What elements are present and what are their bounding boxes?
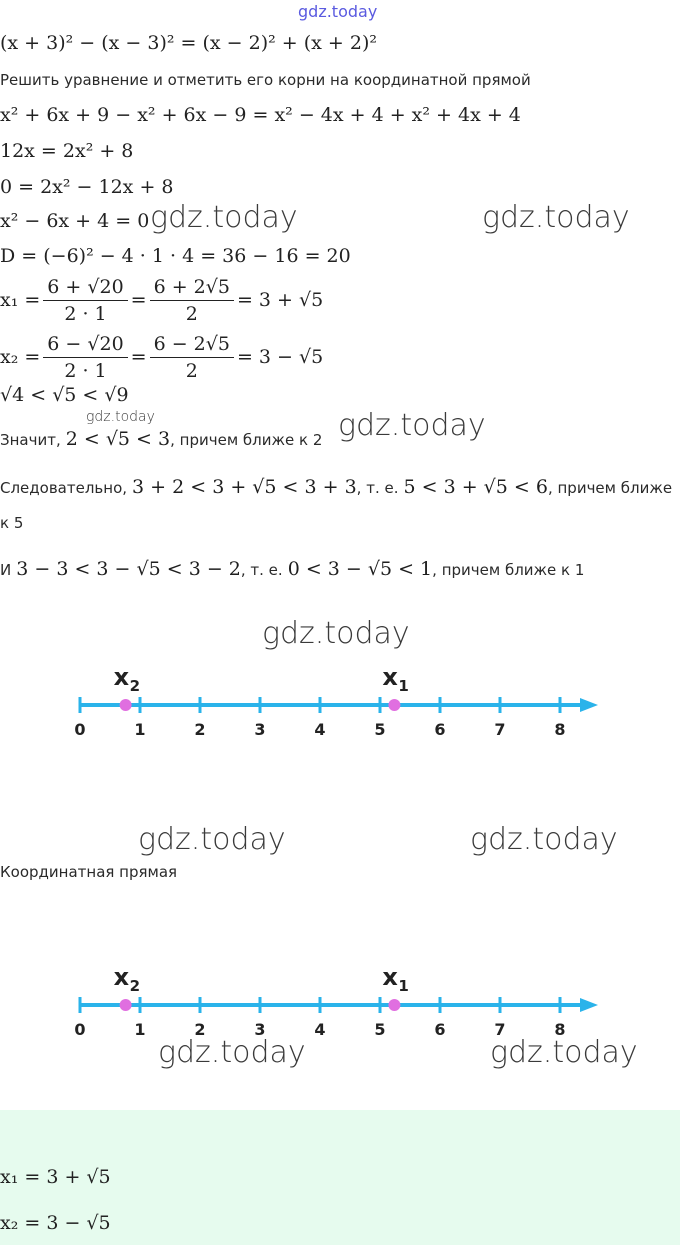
- tick-label: 0: [74, 720, 86, 739]
- tick-label: 7: [494, 720, 506, 739]
- tick-label: 5: [374, 720, 386, 739]
- watermark-top: gdz.today: [298, 2, 378, 21]
- answer-box: [0, 1110, 680, 1245]
- tick-label: 6: [434, 1020, 446, 1039]
- point-x1-subscript: 1: [398, 977, 409, 995]
- point-x2-subscript: 2: [129, 977, 141, 995]
- point-x2-dot: [120, 999, 132, 1011]
- point-x1-dot: [388, 999, 400, 1011]
- conclusion-math: 0 < 3 − √5 < 1: [287, 558, 433, 580]
- step-3: 0 = 2x² − 12x + 8: [0, 176, 174, 198]
- tick-label: 3: [254, 1020, 266, 1039]
- conclusion-word: Значит,: [0, 431, 61, 449]
- tick-label: 4: [314, 1020, 326, 1039]
- tick-label: 5: [374, 1020, 386, 1039]
- step-2: 12x = 2x² + 8: [0, 140, 134, 162]
- root-x2-fraction-2: [150, 333, 234, 382]
- watermark: gdz.today: [158, 1035, 306, 1070]
- watermark: gdz.today: [138, 822, 286, 857]
- fraction-denominator: 2: [185, 359, 198, 382]
- point-x1-label: x: [382, 663, 398, 691]
- fraction-numerator: 6 + √20: [43, 276, 127, 301]
- sqrt-inequality: √4 < √5 < √9: [0, 384, 129, 406]
- equals-sign: =: [130, 289, 147, 311]
- tick-label: 3: [254, 720, 266, 739]
- tick-label: 2: [194, 720, 206, 739]
- watermark: gdz.today: [338, 408, 486, 443]
- conclusion-word: И: [0, 561, 12, 579]
- root-x1-result: = 3 + √5: [236, 289, 324, 311]
- conclusion-math: 3 + 2 < 3 + √5 < 3 + 3: [132, 476, 357, 498]
- axis-arrow: [580, 698, 598, 712]
- root-x1-label: x₁ =: [0, 289, 41, 311]
- caption: Координатная прямая: [0, 863, 178, 881]
- point-x2-subscript: 2: [129, 677, 141, 695]
- conclusion-connector: , т. е.: [356, 479, 399, 497]
- point-x1-label: x: [382, 963, 398, 991]
- fraction-denominator: 2: [185, 302, 198, 325]
- root-x2-line: [0, 331, 323, 383]
- tick-label: 8: [554, 720, 566, 739]
- root-x2-fraction-1: [43, 333, 127, 382]
- number-line-2: [0, 955, 680, 1045]
- conclusion-line-3: [0, 558, 584, 580]
- fraction-numerator: 6 − 2√5: [150, 333, 234, 358]
- conclusion-tail-wrap: к 5: [0, 514, 24, 532]
- point-x1-subscript: 1: [398, 677, 409, 695]
- tick-label: 0: [74, 1020, 86, 1039]
- step-4: x² − 6x + 4 = 0: [0, 210, 150, 232]
- watermark: gdz.today: [86, 409, 155, 425]
- watermark: gdz.today: [470, 822, 618, 857]
- tick-label: 2: [194, 1020, 206, 1039]
- conclusion-tail: , причем ближе к 2: [170, 431, 323, 449]
- fraction-denominator: 2 · 1: [64, 359, 107, 382]
- watermark: gdz.today: [150, 200, 298, 235]
- fraction-denominator: 2 · 1: [64, 302, 107, 325]
- equals-sign: =: [130, 346, 147, 368]
- root-x1-line: [0, 274, 323, 326]
- task-text: Решить уравнение и отметить его корни на координатной прямой: [0, 71, 531, 89]
- tick-label: 6: [434, 720, 446, 739]
- watermark: gdz.today: [482, 200, 630, 235]
- tick-label: 7: [494, 1020, 506, 1039]
- answer-x2: x₂ = 3 − √5: [0, 1212, 111, 1234]
- tick-label: 8: [554, 1020, 566, 1039]
- root-x2-result: = 3 − √5: [236, 346, 324, 368]
- tick-label: 4: [314, 720, 326, 739]
- fraction-numerator: 6 − √20: [43, 333, 127, 358]
- point-x1-dot: [388, 699, 400, 711]
- conclusion-math: 5 < 3 + √5 < 6: [403, 476, 548, 498]
- root-x1-fraction-1: [43, 276, 127, 325]
- answer-x1: x₁ = 3 + √5: [0, 1166, 111, 1188]
- root-x1-fraction-2: [150, 276, 234, 325]
- conclusion-connector: , т. е.: [240, 561, 283, 579]
- fraction-numerator: 6 + 2√5: [150, 276, 234, 301]
- conclusion-word: Следовательно,: [0, 479, 128, 497]
- step-1: x² + 6x + 9 − x² + 6x − 9 = x² − 4x + 4 + x² + 4x + 4: [0, 104, 521, 126]
- tick-label: 1: [134, 720, 146, 739]
- watermark: gdz.today: [490, 1035, 638, 1070]
- tick-label: 1: [134, 1020, 146, 1039]
- conclusion-tail: , причем ближе к 1: [432, 561, 585, 579]
- point-x2-label: x: [113, 963, 130, 991]
- conclusion-math: 3 − 3 < 3 − √5 < 3 − 2: [16, 558, 241, 580]
- point-x2-label: x: [113, 663, 130, 691]
- root-x2-label: x₂ =: [0, 346, 41, 368]
- conclusion-line-1: [0, 428, 322, 450]
- discriminant: D = (−6)² − 4 · 1 · 4 = 36 − 16 = 20: [0, 245, 351, 267]
- number-line-1: [0, 655, 680, 745]
- axis-arrow: [580, 998, 598, 1012]
- task-equation: (x + 3)² − (x − 3)² = (x − 2)² + (x + 2)²: [0, 32, 377, 54]
- conclusion-tail: , причем ближе: [547, 479, 673, 497]
- watermark: gdz.today: [262, 616, 410, 651]
- conclusion-math: 2 < √5 < 3: [65, 428, 171, 450]
- conclusion-line-2: [0, 476, 672, 498]
- point-x2-dot: [120, 699, 132, 711]
